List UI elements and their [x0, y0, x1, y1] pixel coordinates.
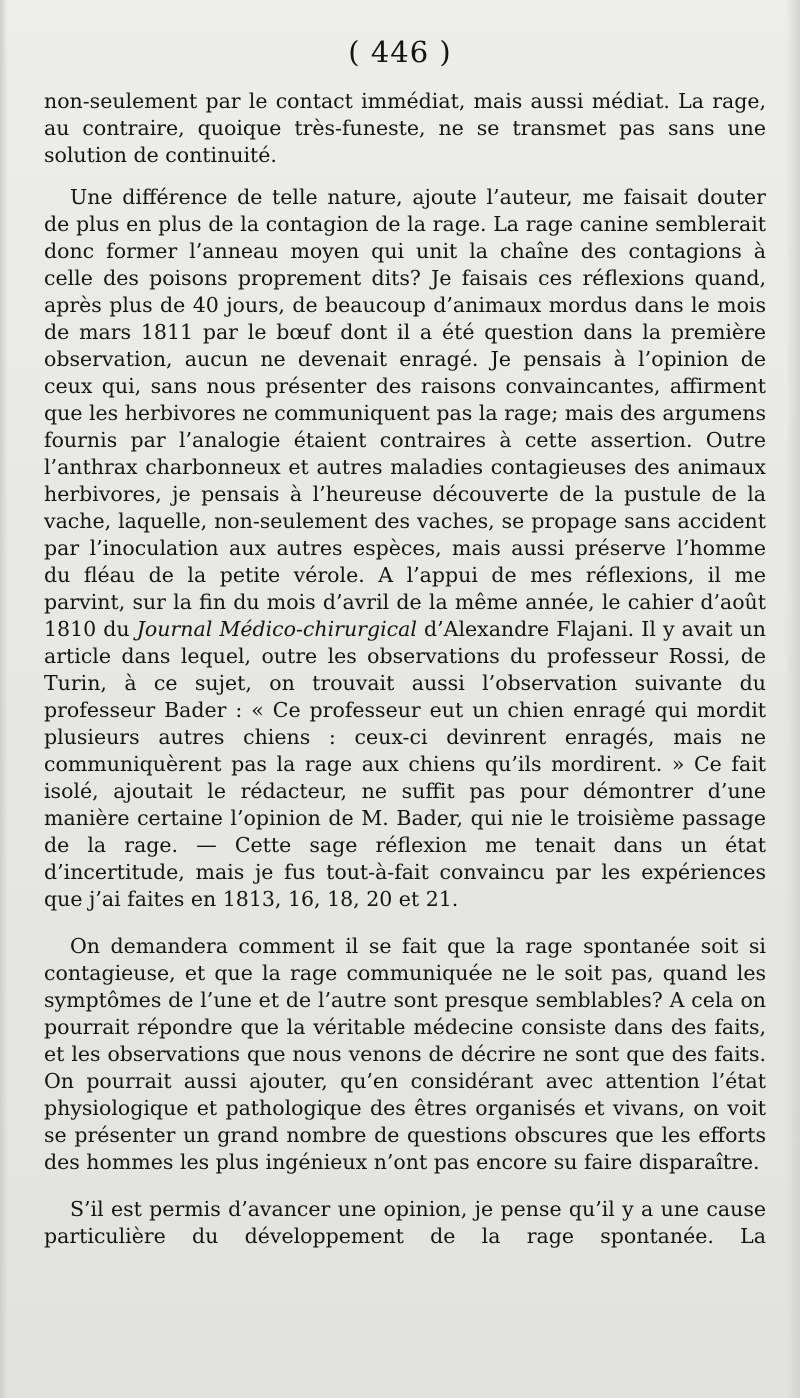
body-text — [44, 88, 766, 1250]
paragraph-2-text-after-italic: d’Alexandre Flajani. Il y avait un article dans lequel, outre les observations du professeur Rossi, de Turin, à ce sujet, on trouvait aussi l’observation suivante du professeur Bader : « Ce professeur eut un chien enragé qui mordit plusieurs autres chiens : ceux-ci devinrent enragés, mais ne communiquèrent pas la rage aux chiens qu’ils mordirent. » Ce fait isolé, ajoutait le rédacteur, ne suffit pas pour démontrer d’une manière certaine l’opinion de M. Bader, qui nie le troisième passage de la rage. — Cette sage réflexion me tenait dans un état d’incertitude, mais je fus tout-à-fait convaincu par les expériences que j’ai faites en 1813, 16, 18, 20 et 21. — [44, 617, 767, 911]
paragraph-1 — [44, 88, 766, 169]
page-edge-left — [0, 0, 8, 1398]
paragraph-4-text: S’il est permis d’avancer une opinion, je pense qu’il y a une cause particulière du développement de la rage spontanée. La — [44, 1197, 766, 1248]
page-edge-right — [786, 0, 800, 1398]
paragraph-3-text: On demandera comment il se fait que la rage spontanée soit si contagieuse, et que la rage communiquée ne le soit pas, quand les symptômes de l’une et de l’autre sont presque semblables? A cela on pourrait répondre que la véritable médecine consiste dans des faits, et les observations que nous venons de décrire ne sont que des faits. On pourrait aussi ajouter, qu’en considérant avec attention l’état physiologique et pathologique des êtres organisés et vivans, on voit se présenter un grand nombre de questions obscures que les efforts des hommes les plus ingénieux n’ont pas encore su faire disparaître. — [44, 934, 766, 1174]
paragraph-2 — [44, 184, 766, 913]
paragraph-1-text: non-seulement par le contact immédiat, mais aussi médiat. La rage, au contraire, quoique très-funeste, ne se transmet pas sans une solution de continuité. — [44, 89, 766, 167]
page-number: ( 446 ) — [348, 35, 452, 69]
paragraph-3 — [44, 933, 766, 1176]
journal-title: Journal Médico-chirurgical — [136, 617, 417, 641]
paragraph-2-text-before-italic: Une différence de telle nature, ajoute l’auteur, me faisait douter de plus en plus de la contagion de la rage. La rage canine semblerait donc former l’anneau moyen qui unit la chaîne des contagions à celle des poisons proprement dits? Je faisais ces réflexions quand, après plus de 40 jours, de beaucoup d’animaux mordus dans le mois de mars 1811 par le bœuf dont il a été question dans la première observation, aucun ne devenait enragé. Je pensais à l’opinion de ceux qui, sans nous présenter des raisons convaincantes, affirment que les herbivores ne communiquent pas la rage; mais des argumens fournis par l’analogie étaient contraires à cette assertion. Outre l’anthrax charbonneux et autres maladies contagieuses des animaux herbivores, je pensais à l’heureuse découverte de la pustule de la vache, laquelle, non-seulement des vaches, se propage sans accident par l’inoculation aux autres espèces, mais aussi préserve l’homme du fléau de la petite vérole. A l’appui de mes réflexions, il me parvint, sur la fin du mois d’avril de la même année, le cahier d’août 1810 du — [44, 185, 766, 641]
paragraph-4 — [44, 1196, 766, 1250]
